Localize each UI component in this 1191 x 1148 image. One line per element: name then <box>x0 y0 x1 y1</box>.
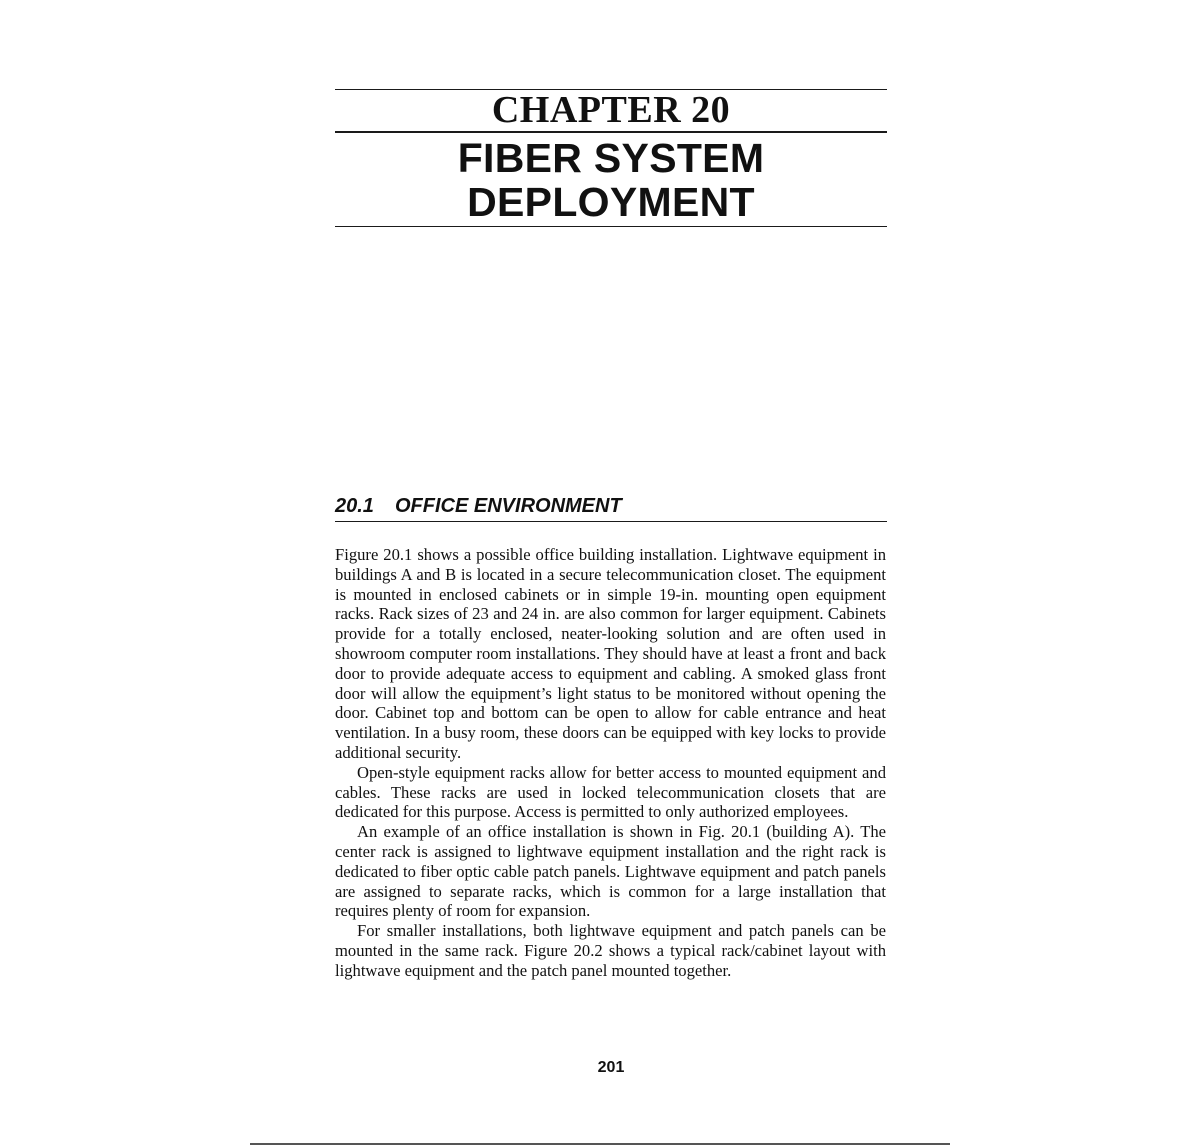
chapter-mid-rule <box>335 131 887 133</box>
section-rule <box>335 521 887 522</box>
page-number: 201 <box>597 1059 625 1076</box>
chapter-title-line-1: FIBER SYSTEM <box>457 135 765 181</box>
section-number: 20.1 <box>335 495 374 517</box>
chapter-bottom-rule <box>335 226 887 227</box>
paragraph: Figure 20.1 shows a possible office building installation. Lightwave equipment in buildings A and B is located in a secure telecommunication closet. The equipment is mounted in enclosed cabinets or in simple 19-in. mounting open equipment racks. Rack sizes of 23 and 24 in. are also common for larger equipment. Cabinets provide for a totally enclosed, neater-looking solution and are often used in showroom computer room installations. They should have at least a front and back door to provide adequate access to equipment and cabling. A smoked glass front door will allow the equipment’s light status to be monitored without opening the door. Cabinet top and bottom can be open to allow for cable entrance and heat ventilation. In a busy room, these doors can be equipped with key locks to provide additional security. <box>335 545 886 762</box>
chapter-label: CHAPTER 20 <box>491 89 731 131</box>
paragraph: For smaller installations, both lightwave equipment and patch panels can be mounted in the same rack. Figure 20.2 shows a typical rack/cabinet layout with lightwave equipment and the patch panel mounted together. <box>335 921 886 980</box>
body-text <box>335 545 886 981</box>
chapter-title <box>335 136 887 224</box>
section-title: OFFICE ENVIRONMENT <box>395 495 622 517</box>
paragraph: Open-style equipment racks allow for better access to mounted equipment and cables. These racks are used in locked telecommunication closets that are dedicated for this purpose. Access is permitted to only authorized employees. <box>335 762 886 822</box>
paragraph: An example of an office installation is shown in Fig. 20.1 (building A). The center rack is assigned to lightwave equipment installation and the right rack is dedicated to fiber optic cable patch panels. Lightwave equipment and patch panels are assigned to separate racks, which is common for a large installation that requires plenty of room for expansion. <box>335 822 886 921</box>
section-heading <box>335 493 622 519</box>
scan-edge-line <box>250 1143 950 1145</box>
chapter-title-line-2: DEPLOYMENT <box>467 179 755 225</box>
